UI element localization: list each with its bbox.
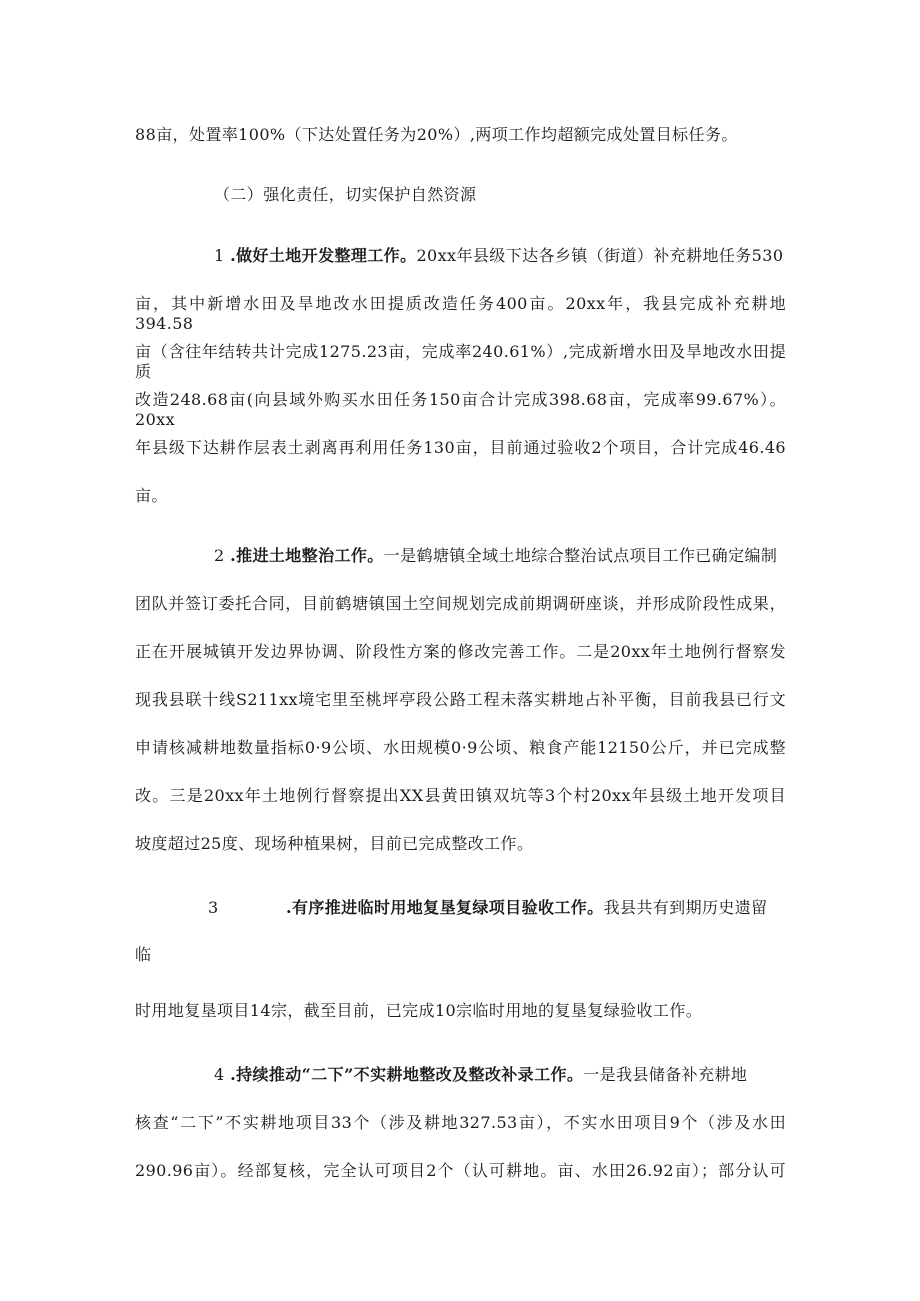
- text-run: 年县级下达耕作层表土剥离再利用任务130亩，目前通过验收2个项目，合计完成46.46: [135, 438, 786, 457]
- body-text-line: [135, 786, 786, 806]
- body-text-line: [135, 390, 786, 429]
- body-text-line: [135, 945, 151, 965]
- text-run: 正在开展城镇开发边界协调、阶段性方案的修改完善工作。二是20xx年土地例行督察发: [135, 642, 786, 661]
- text-run: 亩（含往年结转共计完成1275.23亩，完成率240.61%）,完成新增水田及旱地改水田提质: [135, 342, 786, 381]
- heading-text: （二）强化责任，切实保护自然资源: [214, 185, 477, 204]
- body-text-line: [135, 438, 786, 458]
- paragraph-4-first-line: [214, 1065, 786, 1085]
- text-run: 核查“二下”不实耕地项目33个（涉及耕地327.53亩），不实水田项目9个（涉及水田: [135, 1113, 786, 1132]
- text-run: 我县共有到期历史遗留: [603, 898, 768, 917]
- body-text-line: [135, 642, 786, 662]
- body-text-line: [135, 1113, 786, 1133]
- section-heading: [214, 185, 476, 205]
- text-run: 团队并签订委托合同，目前鹤塘镇国土空间规划完成前期调研座谈，并形成阶段性成果，: [135, 594, 786, 613]
- item-title: .推进土地整治工作。: [230, 546, 384, 565]
- body-text-line: [135, 1001, 702, 1021]
- text-run: 一是鹤塘镇全域土地综合整治试点项目工作已确定编制: [383, 546, 778, 565]
- item-number: 2: [214, 546, 225, 565]
- text-run: 290.96亩）。经部复核，完全认可项目2个（认可耕地。亩、水田26.92亩）；部分认可: [135, 1161, 786, 1180]
- body-text-line: [135, 690, 786, 710]
- text-run: 时用地复垦项目14宗，截至目前，已完成10宗临时用地的复垦复绿验收工作。: [135, 1001, 703, 1020]
- text-run: 坡度超过25度、现场种植果树，目前已完成整改工作。: [135, 834, 534, 853]
- item-number: 1: [214, 246, 225, 265]
- paragraph-2-first-line: [214, 546, 786, 566]
- item-title: .做好土地开发整理工作。: [230, 246, 417, 265]
- body-text-line: [135, 594, 786, 614]
- text-run: 申请核减耕地数量指标0·9公顷、水田规模0·9公顷、粮食产能12150公斤，并已完成整: [135, 738, 786, 757]
- body-text-line: [135, 486, 168, 506]
- body-text-line: [135, 294, 786, 333]
- text-run: 88亩，处置率100%（下达处置任务为20%）,两项工作均超额完成处置目标任务。: [135, 125, 738, 144]
- body-text-line: [135, 1161, 786, 1181]
- item-number: 4: [214, 1065, 225, 1084]
- body-text-line: [135, 834, 533, 854]
- text-run: 亩。: [135, 486, 168, 505]
- body-text-line: [135, 125, 749, 145]
- body-text-line: [135, 738, 786, 758]
- text-run: 亩，其中新增水田及旱地改水田提质改造任务400亩。20xx年，我县完成补充耕地394.58: [135, 294, 786, 333]
- paragraph-1-first-line: [214, 246, 786, 266]
- text-run: 改。三是20xx年土地例行督察提出XX县黄田镇双坑等3个村20xx年县级土地开发项目: [135, 786, 786, 805]
- text-run: 现我县联十线S211xx境宅里至桃坪亭段公路工程未落实耕地占补平衡，目前我县已行文: [135, 690, 786, 709]
- text-run: 改造248.68亩(向县域外购买水田任务150亩合计完成398.68亩，完成率99.67%）。20xx: [135, 390, 786, 429]
- item-number: 3: [208, 898, 219, 917]
- text-run: 20xx年县级下达各乡镇（街道）补充耕地任务530: [416, 246, 784, 265]
- paragraph-3-first-line: [286, 898, 786, 918]
- item-title: .有序推进临时用地复垦复绿项目验收工作。: [286, 898, 604, 917]
- text-run: 一是我县储备补充耕地: [583, 1065, 748, 1084]
- item-title: .持续推动“二下”不实耕地整改及整改补录工作。: [230, 1065, 584, 1084]
- body-text-line: [135, 342, 786, 381]
- paragraph-3-number: [208, 898, 219, 918]
- text-run: 临: [135, 945, 152, 964]
